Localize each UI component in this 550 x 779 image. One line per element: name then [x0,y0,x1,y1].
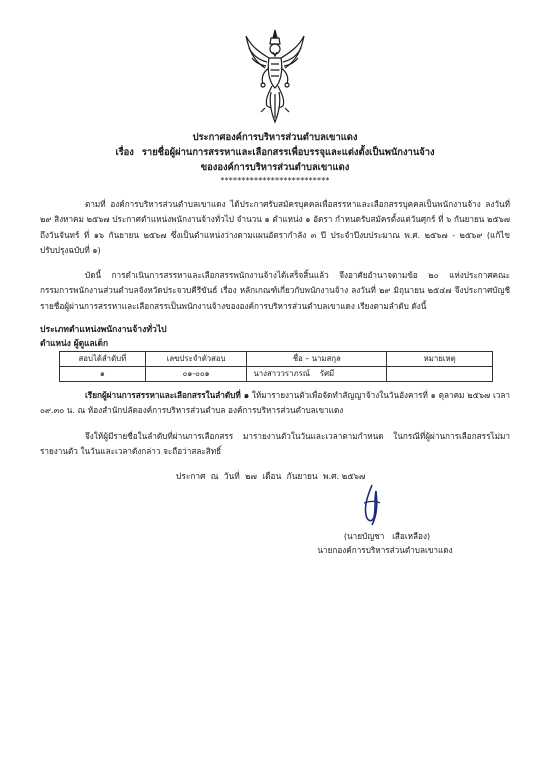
cell-remark [387,367,493,382]
cell-rank: ๑ [60,367,146,382]
table-header-row [60,352,493,367]
announcement-date: ประกาศ ณ วันที่ ๒๗ เดือน กันยายน พ.ศ. ๒๕๖๗ [176,471,366,482]
signer-title: นายกองค์การบริหารส่วนตำบลเขาแดง [317,545,453,556]
announcement-subject [40,145,510,160]
subject-text: รายชื่อผู้ผ่านการสรรหาและเลือกสรรเพื่อบรรจุและแต่งตั้งเป็นพนักงานจ้าง [141,147,435,158]
announcement-org-line: ประกาศองค์การบริหารส่วนตำบลเขาแดง [192,132,358,143]
signer-name: (นายบัญชา เสือเหลือง) [343,531,431,542]
col-name-header: ชื่อ – นามสกุล [247,352,387,367]
table-row [60,367,493,382]
subject-label: เรื่อง [115,147,134,158]
cell-name: นางสาววราภรณ์ รัศมี [247,367,387,382]
paragraph-background: ตามที่ องค์การบริหารส่วนตำบลเขาแดง ได้ประกาศรับสมัครบุคคลเพื่อสรรหาและเลือกสรรบุคคลเป็นพนักงานจ้าง ลงวันที่ ๒๙ สิงหาคม ๒๕๖๗ ประกาศตำแหน่งพนักงานจ้างทั่วไป จำนวน ๑ ตำแหน่ง ๑ อัตรา กำหนดรับสมัครตั้งแต่วันศุกร์ ที่ ๖ กันยายน ๒๕๖๗ ถึงวันจันทร์ ที่ ๑๖ กันยายน ๒๕๖๗ ซึ่งเป็นตำแหน่งว่างตามแผนอัตรากำลัง ๓ ปี ประจำปีงบประมาณ พ.ศ. ๒๕๖๗ - ๒๕๖๙ (แก้ไขปรับปรุงฉบับที่ ๑) [40,199,510,255]
divider-stars: ************************** [220,176,330,185]
garuda-emblem-area [40,0,510,128]
col-exam-id-header: เลขประจำตัวสอบ [145,352,247,367]
call-to-report-rest: ให้มารายงานตัวเพื่อจัดทำสัญญาจ้างในวันอังคารที่ ๑ ตุลาคม ๒๕๖๗ เวลา ๐๙.๓๐ น. ณ ห้องสำนักปลัดองค์การบริหารส่วนตำบล องค์การบริหารส่วนตำบลเขาแดง [40,390,511,416]
col-rank-header: สอบได้ลำดับที่ [60,352,146,367]
cell-exam-id: ๐๑-๐๐๑ [145,367,247,382]
col-remark-header: หมายเหตุ [387,352,493,367]
paragraph-authority: บัดนี้ การดำเนินการสรรหาและเลือกสรรพนักงานจ้างได้เสร็จสิ้นแล้ว จึงอาศัยอำนาจตามข้อ ๒๐ แห่งประกาศคณะกรรมการพนักงานส่วนตำบลจังหวัดประจวบคีรีขันธ์ เรื่อง หลักเกณฑ์เกี่ยวกับพนักงานจ้าง ลงวันที่ ๒๙ มิถุนายน ๒๕๔๗ จึงประกาศบัญชีรายชื่อผู้ผ่านการสรรหาและเลือกสรรเป็นพนักงานจ้างขององค์การบริหารส่วนตำบลเขาแดง เรียงตามลำดับ ดังนี้ [40,270,510,311]
handwritten-signature-icon [350,483,390,527]
paragraph-forfeit-notice: จึงให้ผู้มีรายชื่อในลำดับที่ผ่านการเลือกสรร มารายงานตัวในวันและเวลาตามกำหนด ในกรณีที่ผู้ผ่านการเลือกสรรไม่มารายงานตัว ในวันและเวลาดังกล่าว จะถือว่าสละสิทธิ์ [40,430,510,456]
garuda-emblem-icon [243,28,307,124]
position-heading: ตำแหน่ง ผู้ดูแลเด็ก [40,338,109,349]
announcement-title-block [40,130,510,187]
candidate-table [59,351,493,382]
announcement-subject-line2: ขององค์การบริหารส่วนตำบลเขาแดง [200,162,350,173]
section-heading: ประเภทตำแหน่งพนักงานจ้างทั่วไป [40,325,167,336]
signature-area [322,483,510,529]
paragraph-call-to-report [40,388,510,419]
call-to-report-bold: เรียกผู้ผ่านการสรรหาและเลือกสรรในลำดับที่ ๑ [85,390,250,401]
